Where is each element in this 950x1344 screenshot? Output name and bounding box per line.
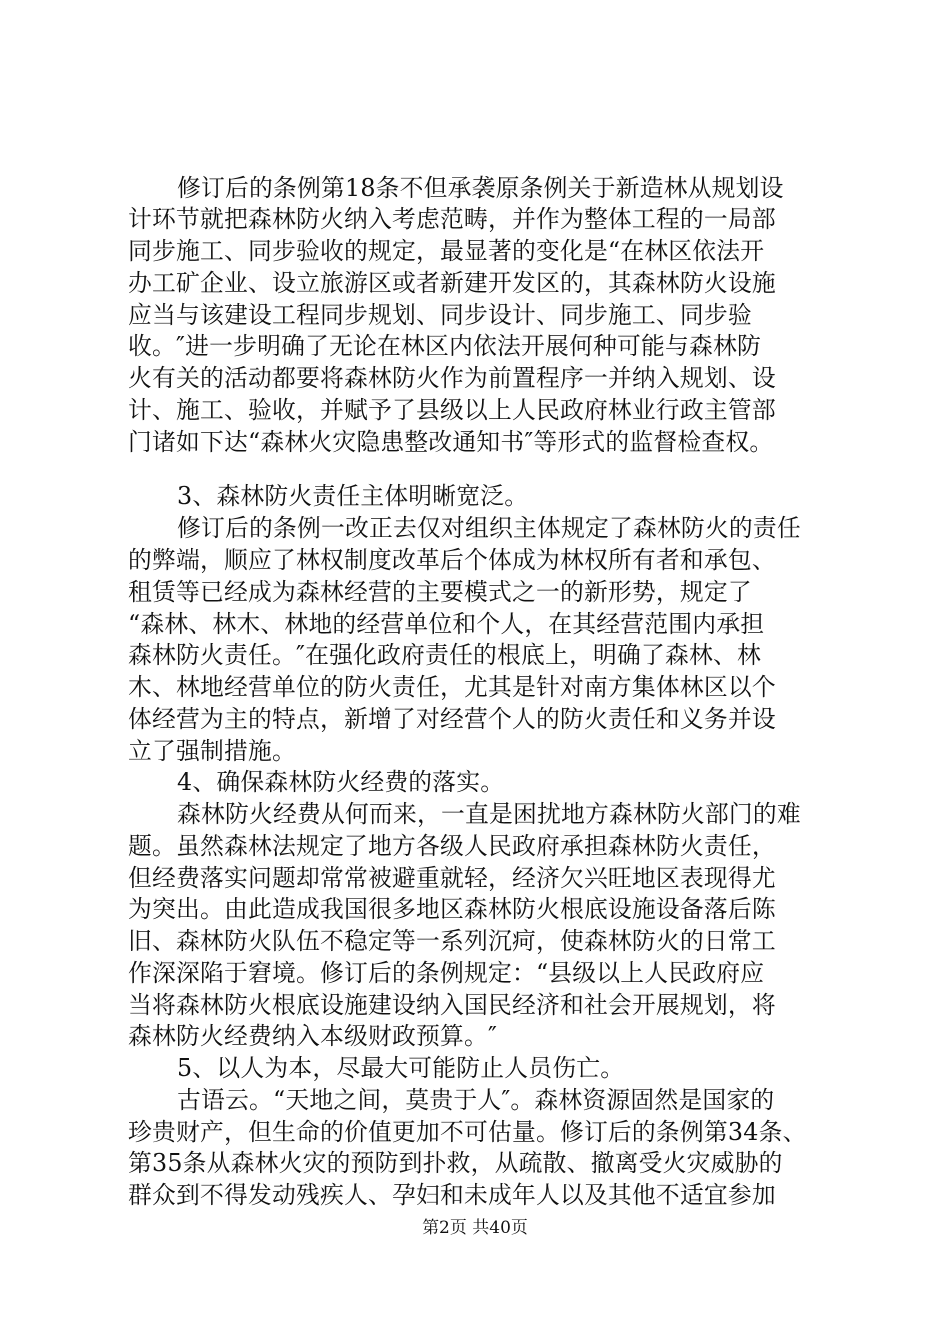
paragraph-4-line-4: 为突出。由此造成我国很多地区森林防火根底设施设备落后陈 — [128, 895, 776, 923]
section-heading-4: 4、确保森林防火经费的落实。 — [177, 768, 505, 796]
paragraph-5-line-2: 珍贵财产，但生命的价值更加不可估量。修订后的条例第34条、 — [128, 1118, 807, 1146]
paragraph-3-line-6: 木、林地经营单位的防火责任，尤其是针对南方集体林区以个 — [128, 673, 776, 701]
paragraph-1-line-9: 门诸如下达“森林火灾隐患整改通知书″等形式的监督检查权。 — [128, 428, 774, 456]
paragraph-3-line-1: 修订后的条例一改正去仅对组织主体规定了森林防火的责任 — [177, 514, 801, 542]
paragraph-1-line-6: 收。″进一步明确了无论在林区内依法开展何种可能与森林防 — [128, 332, 762, 360]
paragraph-3-line-8: 立了强制措施。 — [128, 737, 296, 765]
paragraph-5-line-1: 古语云。“天地之间，莫贵于人″。森林资源固然是国家的 — [177, 1086, 775, 1114]
paragraph-4-line-1: 森林防火经费从何而来，一直是困扰地方森林防火部门的难 — [177, 800, 801, 828]
paragraph-4-line-3: 但经费落实问题却常常被避重就轻，经济欠兴旺地区表现得尤 — [128, 864, 776, 892]
paragraph-1-line-2: 计环节就把森林防火纳入考虑范畴，并作为整体工程的一局部 — [128, 205, 776, 233]
paragraph-4-line-7: 当将森林防火根底设施建设纳入国民经济和社会开展规划，将 — [128, 991, 776, 1019]
paragraph-3-line-7: 体经营为主的特点，新增了对经营个人的防火责任和义务并设 — [128, 705, 776, 733]
paragraph-4-line-6: 作深深陷于窘境。修订后的条例规定：“县级以上人民政府应 — [128, 959, 765, 987]
paragraph-1-line-3: 同步施工、同步验收的规定，最显著的变化是“在林区依法开 — [128, 237, 765, 265]
paragraph-1-line-1: 修订后的条例第18条不但承袭原条例关于新造林从规划设 — [177, 174, 784, 202]
page-number-footer: 第2页 共40页 — [422, 1218, 528, 1238]
paragraph-1-line-4: 办工矿企业、设立旅游区或者新建开发区的，其森林防火设施 — [128, 269, 776, 297]
paragraph-3-line-2: 的弊端，顺应了林权制度改革后个体成为林权所有者和承包、 — [128, 546, 776, 574]
paragraph-3-line-4: “森林、林木、林地的经营单位和个人，在其经营范围内承担 — [128, 610, 765, 638]
paragraph-1-line-7: 火有关的活动都要将森林防火作为前置程序一并纳入规划、设 — [128, 364, 776, 392]
paragraph-4-line-8: 森林防火经费纳入本级财政预算。″ — [128, 1022, 498, 1050]
paragraph-4-line-5: 旧、森林防火队伍不稳定等一系列沉疴，使森林防火的日常工 — [128, 927, 776, 955]
paragraph-1-line-5: 应当与该建设工程同步规划、同步设计、同步施工、同步验 — [128, 301, 752, 329]
paragraph-5-line-4: 群众到不得发动残疾人、孕妇和未成年人以及其他不适宜参加 — [128, 1181, 776, 1209]
paragraph-3-line-5: 森林防火责任。″在强化政府责任的根底上，明确了森林、林 — [128, 641, 762, 669]
section-heading-3: 3、森林防火责任主体明晰宽泛。 — [177, 482, 529, 510]
paragraph-1-line-8: 计、施工、验收，并赋予了县级以上人民政府林业行政主管部 — [128, 396, 776, 424]
section-heading-5: 5、以人为本，尽最大可能防止人员伤亡。 — [177, 1054, 625, 1082]
paragraph-3-line-3: 租赁等已经成为森林经营的主要模式之一的新形势，规定了 — [128, 578, 752, 606]
paragraph-5-line-3: 第35条从森林火灾的预防到扑救，从疏散、撤离受火灾威胁的 — [128, 1149, 783, 1177]
paragraph-4-line-2: 题。虽然森林法规定了地方各级人民政府承担森林防火责任， — [128, 832, 776, 860]
